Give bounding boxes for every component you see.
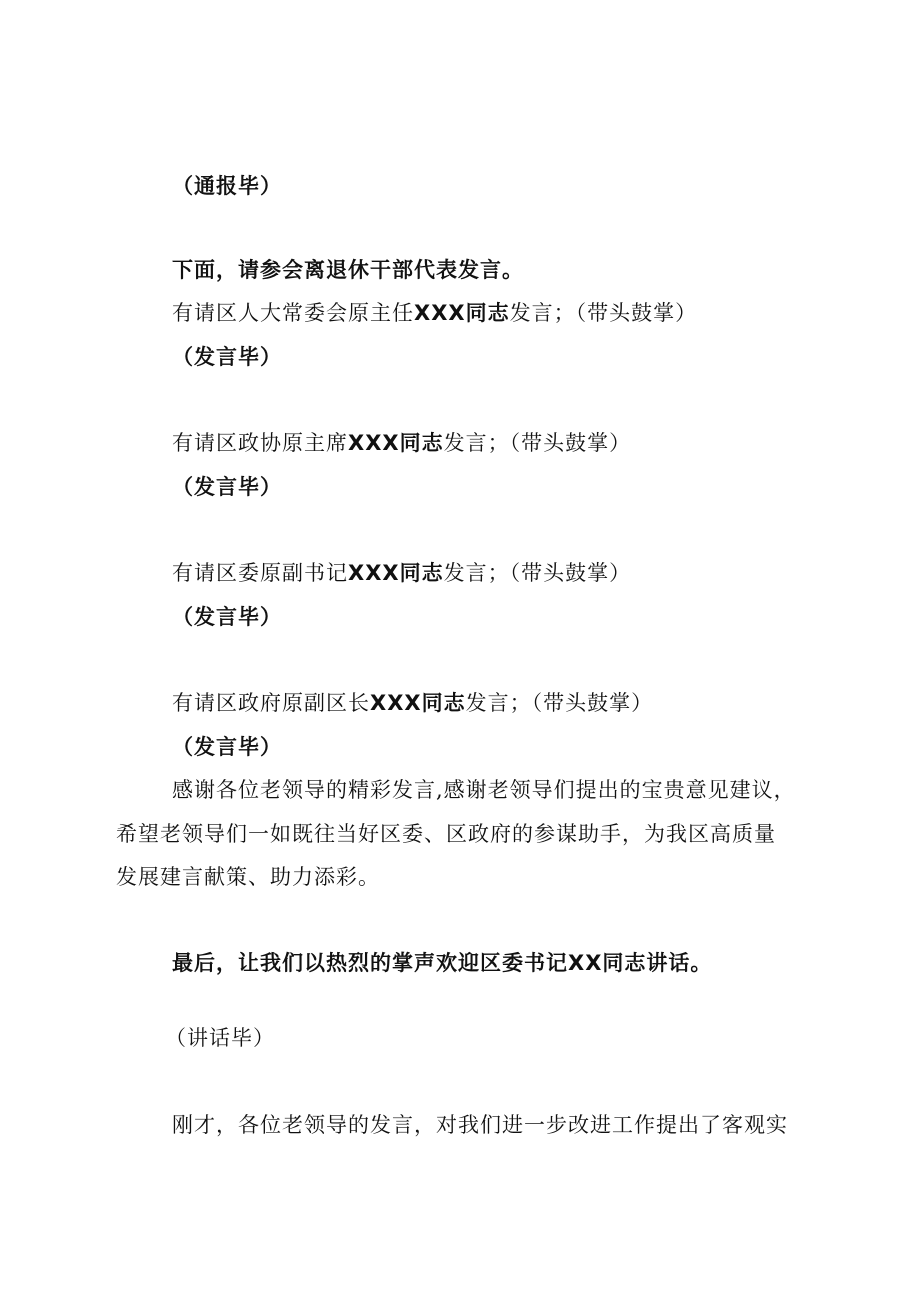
thanks-paragraph-line-2: 希望老领导们一如既往当好区委、区政府的参谋助手，为我区高质量 xyxy=(116,822,776,846)
speaker-intro: 下面，请参会离退休干部代表发言。 xyxy=(172,258,524,282)
speaker-line-3 xyxy=(172,558,631,588)
speaker-line-1 xyxy=(172,298,697,328)
speaker-title: 有请区政协原主席 xyxy=(172,431,348,455)
thanks-paragraph-line-1: 感谢各位老领导的精彩发言,感谢老领导们提出的宝贵意见建议， xyxy=(172,778,796,802)
thanks-paragraph-line-3: 发展建言献策、助力添彩。 xyxy=(116,865,380,889)
speaker-action: 发言；（带头鼓掌） xyxy=(465,691,654,715)
closing-paragraph-line: 刚才，各位老领导的发言，对我们进一步改进工作提出了客观实 xyxy=(172,1113,788,1137)
speaker-line-4 xyxy=(172,688,653,718)
speech-done-note-1: （发言毕） xyxy=(172,345,282,369)
announce-done-note: （通报毕） xyxy=(172,174,282,198)
speaker-name: XXX同志 xyxy=(370,691,466,715)
speech-done-note-3: （发言毕） xyxy=(172,605,282,629)
speaker-name: XXX同志 xyxy=(348,431,444,455)
speech-done-note-2: （发言毕） xyxy=(172,475,282,499)
speaker-name: XXX同志 xyxy=(414,301,510,325)
speaker-action: 发言；（带头鼓掌） xyxy=(443,431,632,455)
speaker-name: XXX同志 xyxy=(348,561,444,585)
speaker-title: 有请区委原副书记 xyxy=(172,561,348,585)
speaker-title: 有请区政府原副区长 xyxy=(172,691,370,715)
speech-done-note-final: （讲话毕） xyxy=(165,1026,275,1050)
speaker-action: 发言；（带头鼓掌） xyxy=(443,561,632,585)
speaker-action: 发言；（带头鼓掌） xyxy=(509,301,698,325)
final-speaker-intro: 最后，让我们以热烈的掌声欢迎区委书记XX同志讲话。 xyxy=(172,951,713,975)
speech-done-note-4: （发言毕） xyxy=(172,735,282,759)
speaker-line-2 xyxy=(172,428,631,458)
speaker-title: 有请区人大常委会原主任 xyxy=(172,301,414,325)
